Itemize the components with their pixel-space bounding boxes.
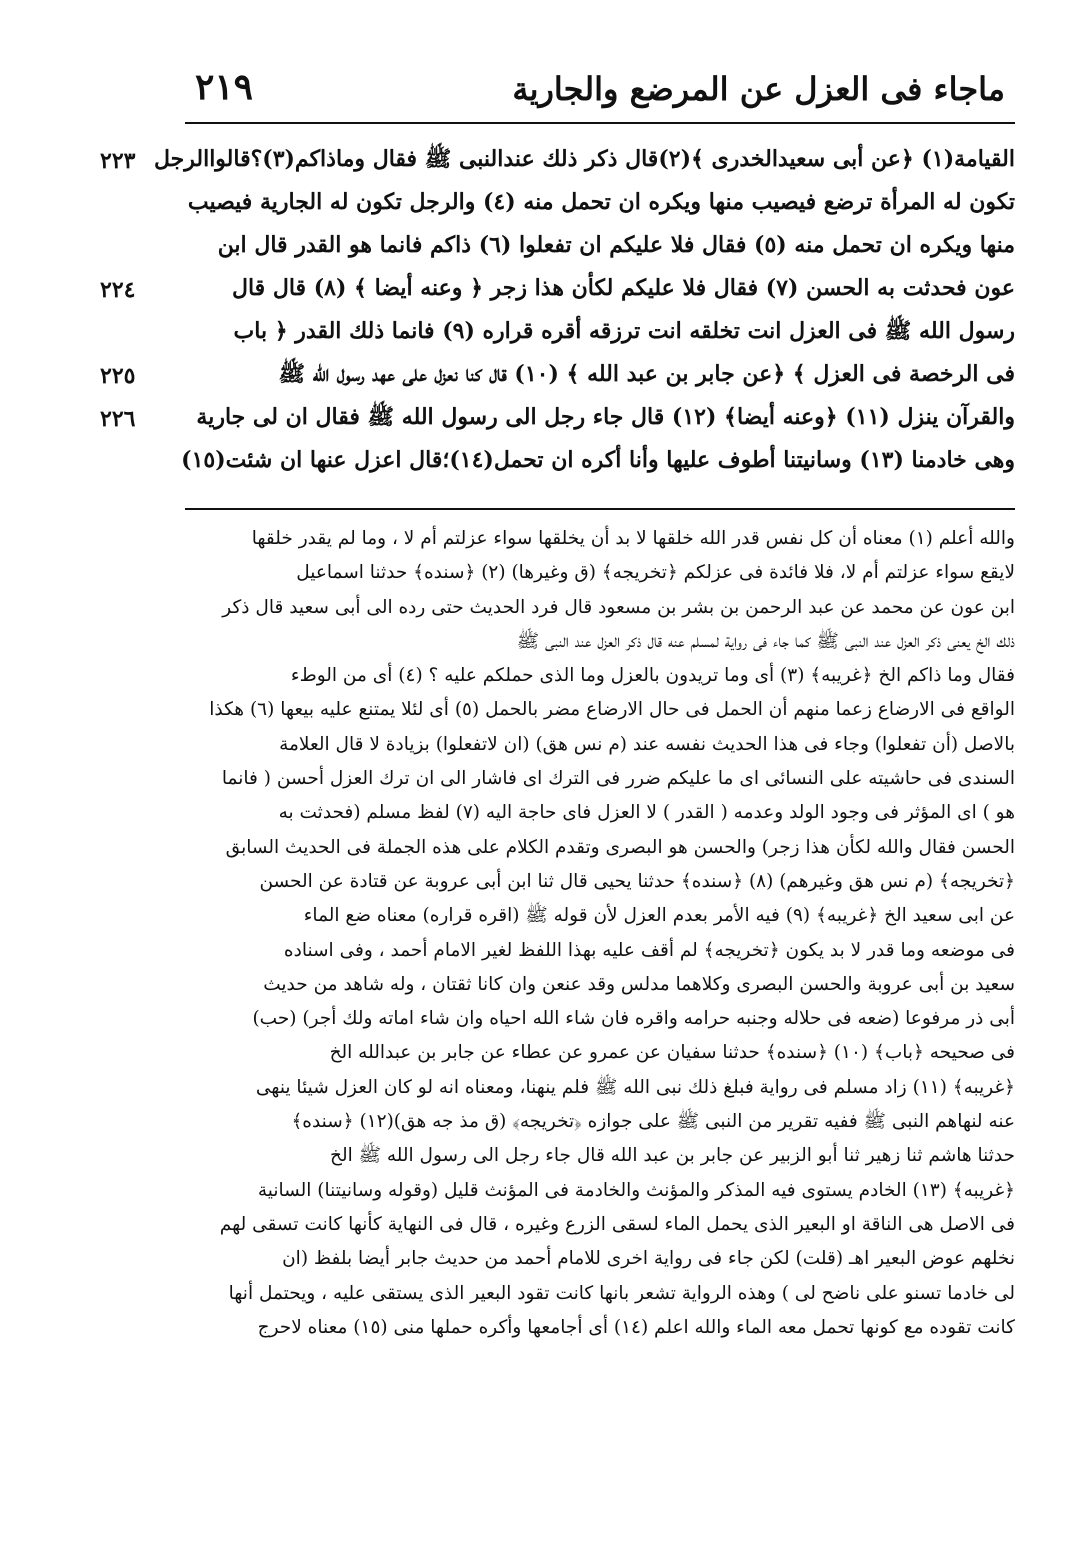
main-text-line: منها ويكره ان تحمل منه (٥) فقال فلا عليكم ان تفعلوا (٦) ذاكم فانما هو القدر قال ابن [217,232,1015,258]
footnote-line: ذلك الخ يعنى ذكر العزل عند النبى ﷺ كما جاء فى رواية لمسلم عنه قال ذكر العزل عند النبى ﷺ [516,630,1015,652]
hadith-number: ٢٢٥ [100,363,136,389]
main-text-line: والقرآن ينزل (١١) ﴿وعنه أيضا﴾ (١٢) قال جاء رجل الى رسول الله ﷺ فقال ان لى جارية [196,404,1015,430]
footnote-line: فى صحيحه ﴿باب﴾ (١٠) ﴿سنده﴾ حدثنا سفيان عن عمرو عن عطاء عن جابر بن عبدالله الخ [329,1042,1015,1064]
footnotes [185,522,1015,1345]
page-number: ٢١٩ [195,66,254,108]
main-text-line: تكون له المرأة ترضع فيصيب منها ويكره ان تحمل منه (٤) والرجل تكون له الجارية فيصيب [187,189,1015,215]
footnote-line: عن ابى سعيد الخ ﴿غريبه﴾ (٩) فيه الأمر بعدم العزل لأن قوله ﷺ (اقره قراره) معناه ضع الماء [303,905,1015,927]
footnote-line: أبى ذر مرفوعا (ضعه فى حلاله وجنبه حرامه واقره فان شاء الله احياه وان شاء اماته ولك أجر) (حب) [252,1008,1015,1030]
footnote-line: والله أعلم (١) معناه أن كل نفس قدر الله خلقها لا بد أن يخلقها سواء عزلتم أم لا ، وما لم يقدر خلقها [251,528,1015,549]
footnote-line: فى موضعه وما قدر لا بد يكون ﴿تخريجه﴾ لم أقف عليه بهذا اللفظ لغير الامام أحمد ، وفى اسناده [283,939,1015,961]
footnote-rule [185,508,1015,510]
hadith-number: ٢٢٤ [100,277,136,303]
footnote-line: نخلهم عوض البعير اهـ (قلت) لكن جاء فى رواية اخرى للامام أحمد من حديث جابر أيضا بلفظ (ان [282,1248,1015,1270]
main-text [153,138,1015,482]
header-rule [185,122,1015,124]
footnote-line: لى خادما تسنو على ناضح لى ) وهذه الرواية تشعر بانها كانت تقود البعير الذى يستقى عليه ، ويحتمل أنها [228,1282,1015,1304]
footnote-line: فقال وما ذاكم الخ ﴿غريبه﴾ (٣) أى وما تريدون بالعزل وما الذى حملكم عليه ؟ (٤) أى من الوطء [290,665,1015,687]
hadith-number: ٢٢٣ [100,148,136,174]
footnote-line: الحسن فقال والله لكأن هذا زجر) والحسن هو البصرى وتقدم الكلام على هذه الجملة فى الحديث السابق [225,836,1015,858]
footnote-line: ابن عون عن محمد عن عبد الرحمن بن بشر بن مسعود قال فرد الحديث حتى رده الى أبى سعيد قال ذكر [222,596,1015,618]
footnote-line: هو ) اى المؤثر فى وجود الولد وعدمه ( القدر ) لا العزل فاى حاجة اليه (٧) لفظ مسلم (فحدثت به [278,802,1015,824]
footnote-line: فى الاصل هى الناقة او البعير الذى يحمل الماء لسقى الزرع وغيره ، قال فى النهاية كأنها كانت تسقى لهم [219,1213,1015,1235]
chapter-title: ماجاء فى العزل عن المرضع والجارية [512,70,1005,108]
footnote-line: لايقع سواء عزلتم أم لا، فلا فائدة فى عزلكم ﴿تخريجه﴾ (ق وغيرها) (٢) ﴿سنده﴾ حدثنا اسماعيل [296,562,1015,584]
footnote-line: بالاصل (أن تفعلوا) وجاء فى هذا الحديث نفسه عند (م نس هق) (ان لاتفعلوا) بزيادة لا قال العلامة [279,733,1015,755]
main-text-line: وهى خادمنا (١٣) وسانيتنا أطوف عليها وأنا أكره ان تحمل(١٤)؛قال اعزل عنها ان شئت(١٥) [181,447,1015,473]
footnote-line: السندى فى حاشيته على النسائى اى ما عليكم ضرر فى الترك اى فاشار الى ان ترك العزل أحسن ( فانما [221,768,1015,790]
main-text-line: عون فحدثت به الحسن (٧) فقال فلا عليكم لكأن هذا زجر ﴿ وعنه أيضا ﴾ (٨) قال قال [231,275,1015,301]
footnote-line: كانت تقوده مع كونها تحمل معه الماء والله اعلم (١٤) أى أجامعها وأكره حملها منى (١٥) معناه لاحرج [257,1316,1015,1338]
footnote-line: الواقع فى الارضاع زعما منهم أن الحمل فى حال الارضاع مضر بالحمل (٥) أى لئلا يمتنع عليه بيعها (٦) هكذا [209,699,1015,721]
footnote-line: ﴿غريبه﴾ (١٣) الخادم يستوى فيه المذكر والمؤنث والخادمة فى المؤنث قليل (وقوله وسانيتنا) السانية [257,1179,1015,1201]
hadith-number: ٢٢٦ [100,406,136,432]
main-text-line: رسول الله ﷺ فى العزل انت تخلقه انت ترزقه أقره قراره (٩) فانما ذلك القدر ﴿ باب [233,318,1015,344]
footnote-line: سعيد بن أبى عروبة والحسن البصرى وكلاهما مدلس وقد عنعن وان كانا ثقتان ، وله شاهد من حديث [263,973,1015,995]
footnote-line: حدثنا هاشم ثنا زهير ثنا أبو الزبير عن جابر بن عبد الله قال جاء رجل الى رسول الله ﷺ الخ [330,1145,1015,1167]
footnote-line: ﴿غريبه﴾ (١١) زاد مسلم فى رواية فبلغ ذلك نبى الله ﷺ فلم ينهنا، ومعناه انه لو كان العزل شيئا ينهى [255,1076,1015,1098]
main-text-line: القيامة(١) ﴿عن أبى سعيدالخدرى ﴾(٢)قال ذكر ذلك عندالنبى ﷺ فقال وماذاكم(٣)؟قالواالرجل [153,146,1015,172]
footnote-line: ﴿تخريجه﴾ (م نس هق وغيرهم) (٨) ﴿سنده﴾ حدثنا يحيى قال ثنا ابن أبى عروبة عن قتادة عن الحسن [259,870,1015,892]
main-text-line: فى الرخصة فى العزل ﴾ ﴿عن جابر بن عبد الله ﴾ (١٠) قال كنا نعزل على عهد رسول الله ﷺ [278,361,1015,387]
page-header [185,62,1015,122]
footnote-line: عنه لنهاهم النبى ﷺ ففيه تقرير من النبى ﷺ على جوازه ﴿تخريجه﴾ (ق مذ جه هق)(١٢) ﴿سنده﴾ [291,1111,1015,1133]
